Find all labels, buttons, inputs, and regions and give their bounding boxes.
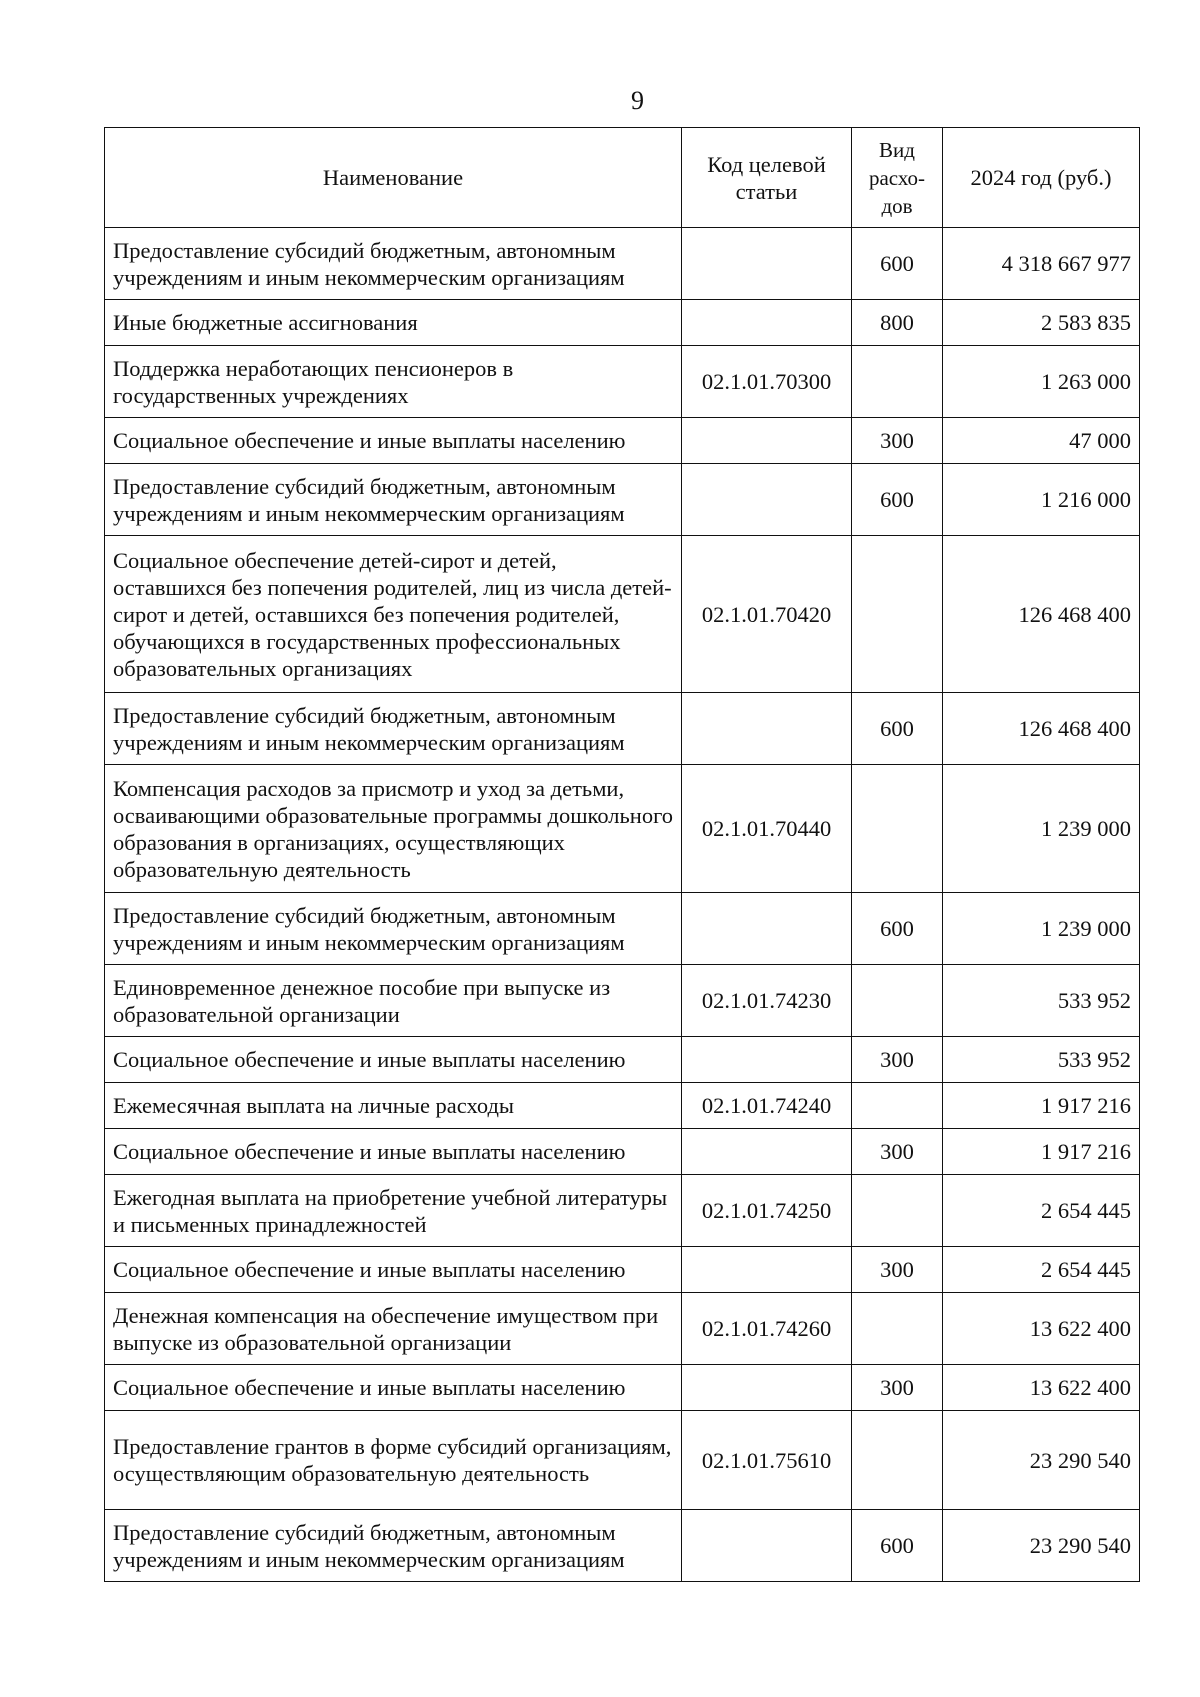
table-body (105, 228, 1140, 1582)
table-row (105, 1365, 1140, 1411)
table-row (105, 536, 1140, 693)
row-vid-cell (852, 346, 943, 418)
row-vid-cell: 300 (852, 1129, 943, 1175)
row-code-cell (682, 228, 852, 300)
table-header-row (105, 128, 1140, 228)
row-vid-cell (852, 765, 943, 893)
table-row (105, 765, 1140, 893)
row-sum-cell: 1 263 000 (943, 346, 1140, 418)
row-name-cell: Предоставление субсидий бюджетным, автономным учреждениям и иным некоммерческим организациям (105, 893, 682, 965)
row-code-cell (682, 1510, 852, 1582)
row-code-cell: 02.1.01.75610 (682, 1411, 852, 1510)
row-sum-cell: 4 318 667 977 (943, 228, 1140, 300)
row-sum-cell: 23 290 540 (943, 1510, 1140, 1582)
row-vid-cell: 600 (852, 893, 943, 965)
row-sum-cell: 1 239 000 (943, 893, 1140, 965)
row-sum-cell: 13 622 400 (943, 1365, 1140, 1411)
row-vid-cell: 600 (852, 464, 943, 536)
row-name-cell: Социальное обеспечение детей-сирот и детей, оставшихся без попечения родителей, лиц из числа детей-сирот и детей, оставшихся без попечения родителей, обучающихся в государственных профессиональных образовательных организациях (105, 536, 682, 693)
row-name-cell: Социальное обеспечение и иные выплаты населению (105, 418, 682, 464)
row-sum-cell: 13 622 400 (943, 1293, 1140, 1365)
row-sum-cell: 533 952 (943, 965, 1140, 1037)
row-vid-cell (852, 1083, 943, 1129)
row-name-cell: Социальное обеспечение и иные выплаты населению (105, 1247, 682, 1293)
row-sum-cell: 1 216 000 (943, 464, 1140, 536)
row-sum-cell: 126 468 400 (943, 536, 1140, 693)
table-row (105, 1129, 1140, 1175)
row-sum-cell: 2 583 835 (943, 300, 1140, 346)
table-row (105, 1411, 1140, 1510)
row-vid-cell: 800 (852, 300, 943, 346)
row-name-cell: Единовременное денежное пособие при выпуске из образовательной организации (105, 965, 682, 1037)
row-sum-cell: 126 468 400 (943, 693, 1140, 765)
row-vid-cell: 600 (852, 228, 943, 300)
table-row (105, 893, 1140, 965)
row-vid-cell: 600 (852, 693, 943, 765)
table-row (105, 346, 1140, 418)
row-name-cell: Ежегодная выплата на приобретение учебной литературы и письменных принадлежностей (105, 1175, 682, 1247)
table-row (105, 300, 1140, 346)
budget-table (104, 127, 1140, 1582)
row-sum-cell: 2 654 445 (943, 1175, 1140, 1247)
row-name-cell: Предоставление субсидий бюджетным, автономным учреждениям и иным некоммерческим организациям (105, 693, 682, 765)
row-code-cell: 02.1.01.74230 (682, 965, 852, 1037)
row-vid-cell (852, 1175, 943, 1247)
row-code-cell (682, 1365, 852, 1411)
row-sum-cell: 533 952 (943, 1037, 1140, 1083)
row-name-cell: Предоставление субсидий бюджетным, автономным учреждениям и иным некоммерческим организациям (105, 1510, 682, 1582)
row-name-cell: Иные бюджетные ассигнования (105, 300, 682, 346)
table-row (105, 228, 1140, 300)
row-vid-cell (852, 1411, 943, 1510)
table-row (105, 1293, 1140, 1365)
row-code-cell: 02.1.01.70420 (682, 536, 852, 693)
row-code-cell: 02.1.01.70440 (682, 765, 852, 893)
row-sum-cell: 2 654 445 (943, 1247, 1140, 1293)
row-name-cell: Предоставление субсидий бюджетным, автономным учреждениям и иным некоммерческим организациям (105, 228, 682, 300)
row-code-cell (682, 418, 852, 464)
row-name-cell: Предоставление субсидий бюджетным, автономным учреждениям и иным некоммерческим организациям (105, 464, 682, 536)
row-name-cell: Социальное обеспечение и иные выплаты населению (105, 1129, 682, 1175)
row-sum-cell: 1 917 216 (943, 1083, 1140, 1129)
row-name-cell: Социальное обеспечение и иные выплаты населению (105, 1365, 682, 1411)
row-code-cell (682, 1129, 852, 1175)
row-sum-cell: 1 239 000 (943, 765, 1140, 893)
table-row (105, 1175, 1140, 1247)
row-name-cell: Компенсация расходов за присмотр и уход за детьми, осваивающими образовательные программы дошкольного образования в организациях, осуществляющих образовательную деятельность (105, 765, 682, 893)
row-sum-cell: 23 290 540 (943, 1411, 1140, 1510)
row-code-cell (682, 300, 852, 346)
row-code-cell (682, 693, 852, 765)
table-row (105, 464, 1140, 536)
row-vid-cell: 600 (852, 1510, 943, 1582)
header-code: Код целевой статьи (682, 128, 852, 228)
header-name: Наименование (105, 128, 682, 228)
row-vid-cell (852, 1293, 943, 1365)
row-vid-cell (852, 536, 943, 693)
table-row (105, 1247, 1140, 1293)
table-row (105, 1037, 1140, 1083)
row-vid-cell: 300 (852, 1247, 943, 1293)
row-code-cell (682, 1247, 852, 1293)
row-name-cell: Денежная компенсация на обеспечение имуществом при выпуске из образовательной организации (105, 1293, 682, 1365)
header-vid: Вид расхо-дов (852, 128, 943, 228)
row-code-cell: 02.1.01.74240 (682, 1083, 852, 1129)
row-code-cell (682, 464, 852, 536)
row-sum-cell: 47 000 (943, 418, 1140, 464)
row-code-cell (682, 893, 852, 965)
row-vid-cell: 300 (852, 418, 943, 464)
row-code-cell: 02.1.01.70300 (682, 346, 852, 418)
table-row (105, 1083, 1140, 1129)
row-vid-cell (852, 965, 943, 1037)
row-vid-cell: 300 (852, 1365, 943, 1411)
row-name-cell: Предоставление грантов в форме субсидий организациям, осуществляющим образовательную деятельность (105, 1411, 682, 1510)
table-row (105, 418, 1140, 464)
row-name-cell: Ежемесячная выплата на личные расходы (105, 1083, 682, 1129)
page-number: 9 (631, 86, 644, 115)
row-vid-cell: 300 (852, 1037, 943, 1083)
table-row (105, 965, 1140, 1037)
row-code-cell: 02.1.01.74250 (682, 1175, 852, 1247)
row-code-cell (682, 1037, 852, 1083)
row-name-cell: Социальное обеспечение и иные выплаты населению (105, 1037, 682, 1083)
row-code-cell: 02.1.01.74260 (682, 1293, 852, 1365)
table-row (105, 693, 1140, 765)
table-row (105, 1510, 1140, 1582)
row-sum-cell: 1 917 216 (943, 1129, 1140, 1175)
header-sum: 2024 год (руб.) (943, 128, 1140, 228)
row-name-cell: Поддержка неработающих пенсионеров в государственных учреждениях (105, 346, 682, 418)
